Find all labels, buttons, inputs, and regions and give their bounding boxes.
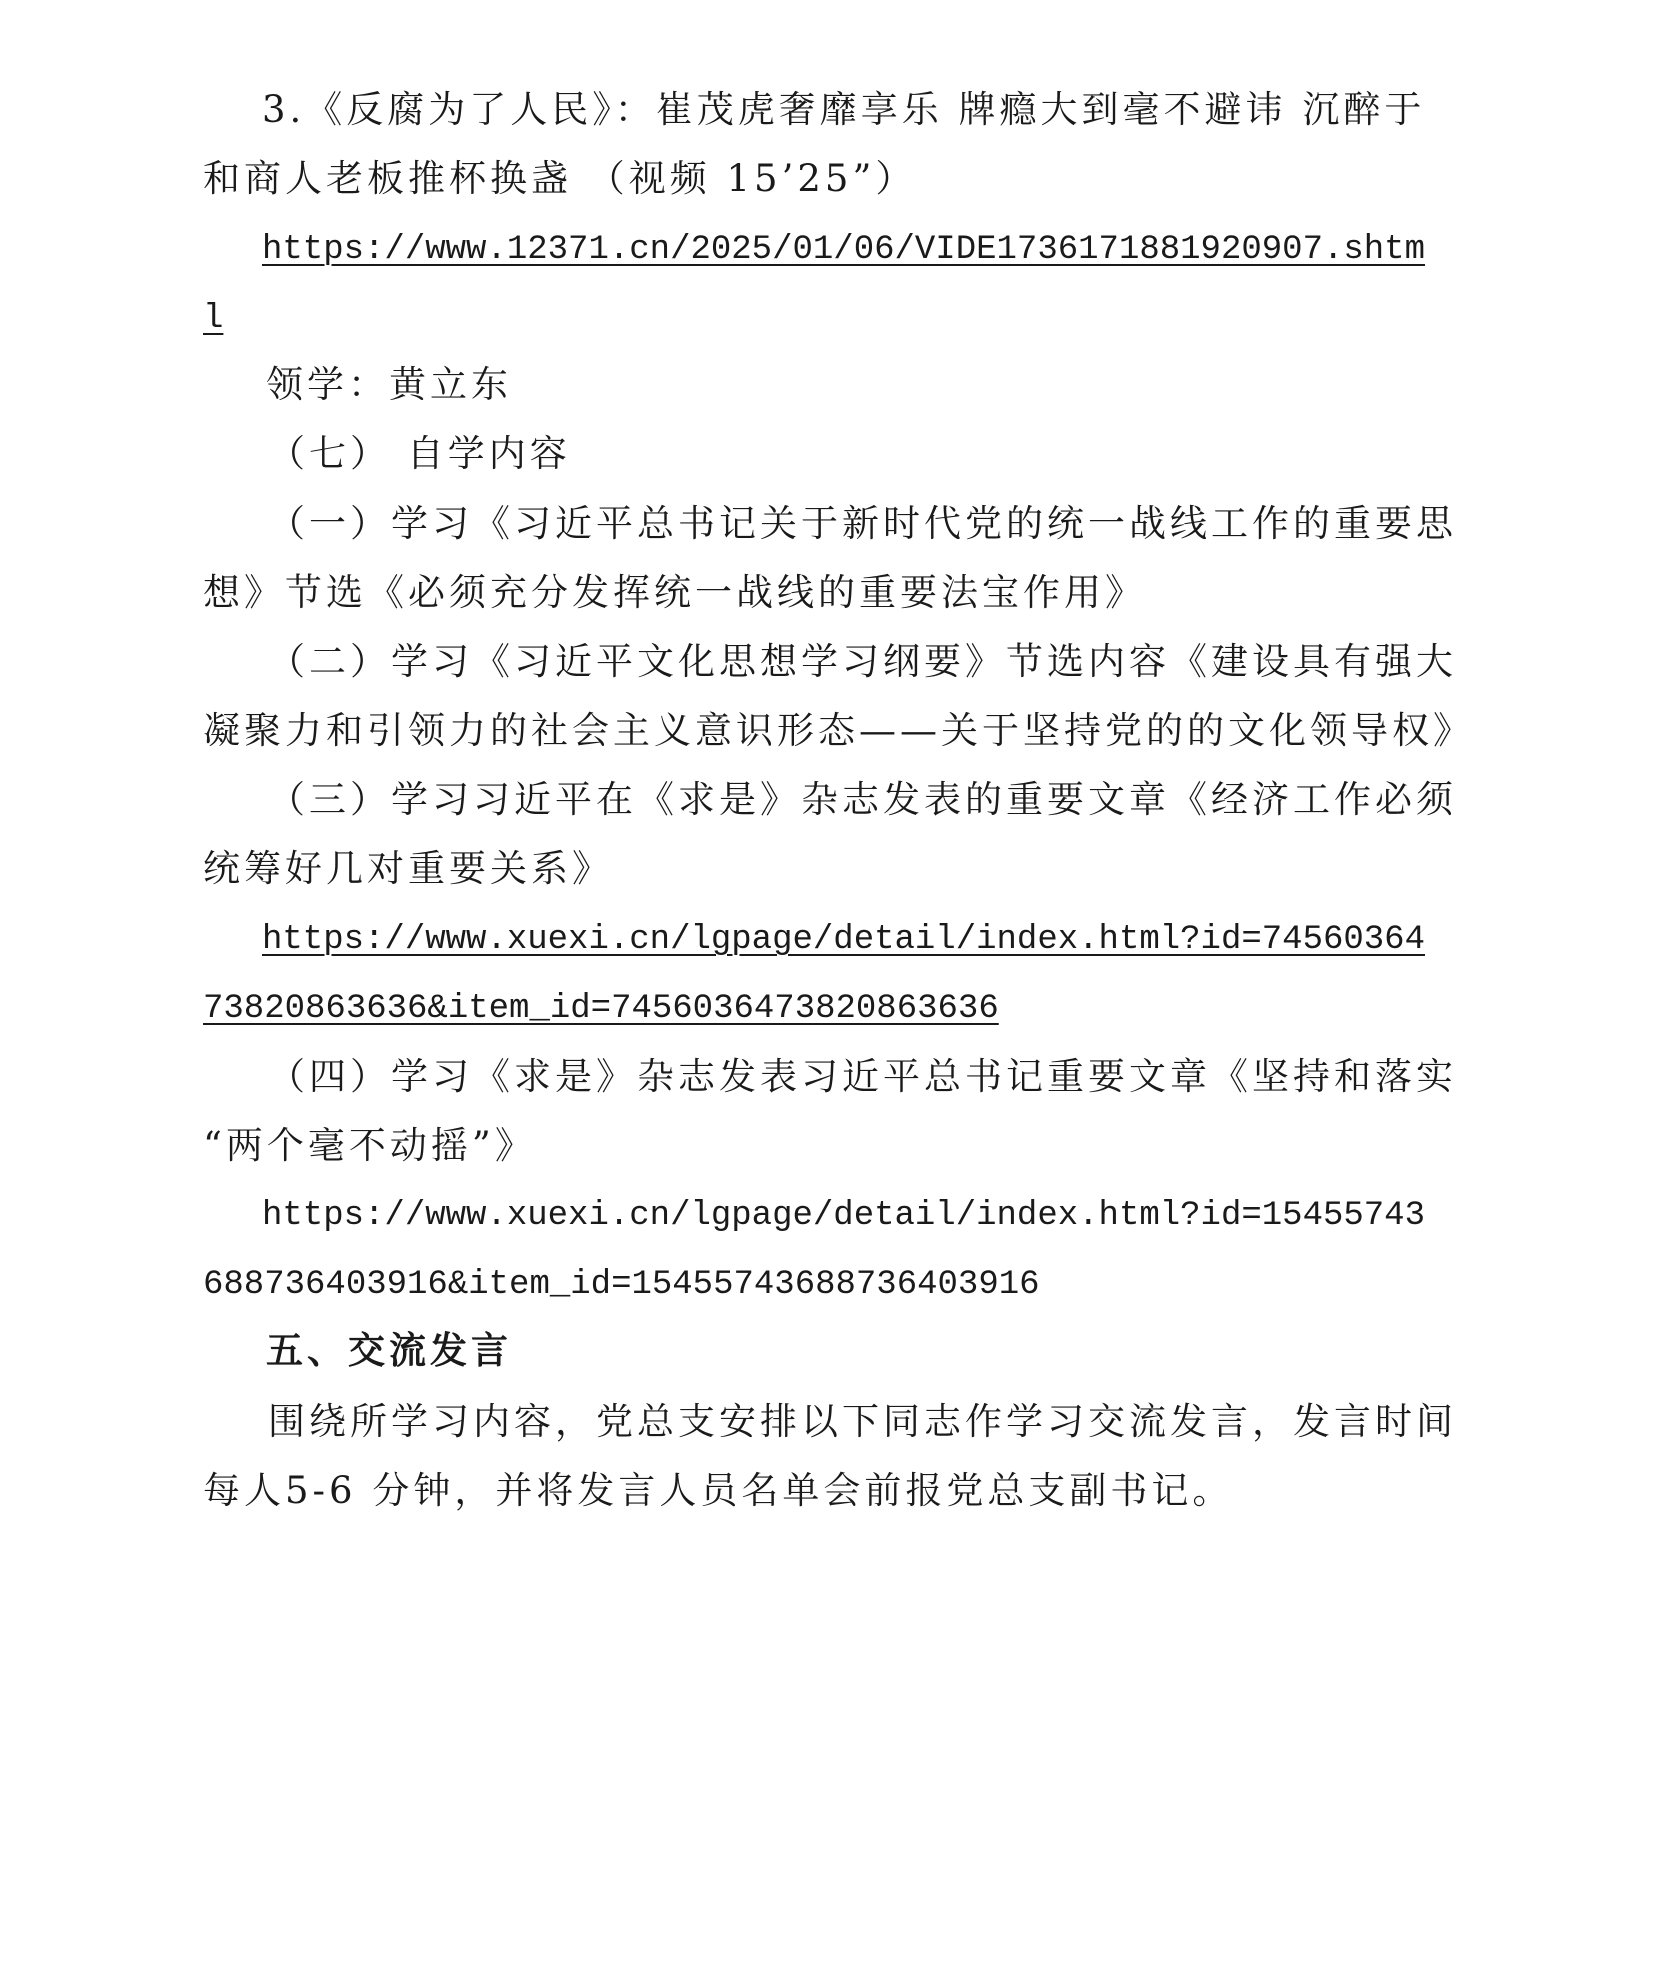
study4-url-line2: 688736403916&item_id=15455743688736403916	[203, 1266, 1040, 1304]
study3-link-line2[interactable]: 73820863636&item_id=7456036473820863636	[203, 990, 999, 1028]
study2-line1: （二）学习《习近平文化思想学习纲要》节选内容《建设具有强大	[268, 640, 1457, 683]
study3-line1: （三）学习习近平在《求是》杂志发表的重要文章《经济工作必须	[268, 778, 1457, 821]
exchange-line1: 围绕所学习内容，党总支安排以下同志作学习交流发言，发言时间	[268, 1400, 1457, 1443]
video-link-line1[interactable]: https://www.12371.cn/2025/01/06/VIDE1736171881920907.shtm	[262, 231, 1425, 269]
section5-heading: 五、交流发言	[266, 1329, 512, 1372]
section7-heading: （七） 自学内容	[268, 432, 571, 475]
study3-link-line1[interactable]: https://www.xuexi.cn/lgpage/detail/index.html?id=74560364	[262, 921, 1425, 959]
study4-url-line1: https://www.xuexi.cn/lgpage/detail/index.html?id=15455743	[262, 1197, 1425, 1235]
video-link-line2[interactable]: l	[203, 300, 224, 338]
study4-line2: “两个毫不动摇”》	[203, 1124, 536, 1167]
study1-line1: （一）学习《习近平总书记关于新时代党的统一战线工作的重要思	[268, 502, 1457, 545]
exchange-line2: 每人5-6 分钟，并将发言人员名单会前报党总支副书记。	[203, 1469, 1234, 1512]
study2-line2: 凝聚力和引领力的社会主义意识形态——关于坚持党的的文化领导权》	[203, 709, 1474, 752]
study4-line1: （四）学习《求是》杂志发表习近平总书记重要文章《坚持和落实	[268, 1055, 1457, 1098]
lead-study-text: 领学：黄立东	[266, 363, 512, 406]
study3-line2: 统筹好几对重要关系》	[203, 847, 613, 890]
item3-title-line2: 和商人老板推杯换盏 （视频 15’25”）	[203, 157, 917, 200]
study1-line2: 想》节选《必须充分发挥统一战线的重要法宝作用》	[203, 571, 1146, 614]
item3-title-line1: 3.《反腐为了人民》：崔茂虎奢靡享乐 牌瘾大到毫不避讳 沉醉于	[262, 88, 1426, 131]
